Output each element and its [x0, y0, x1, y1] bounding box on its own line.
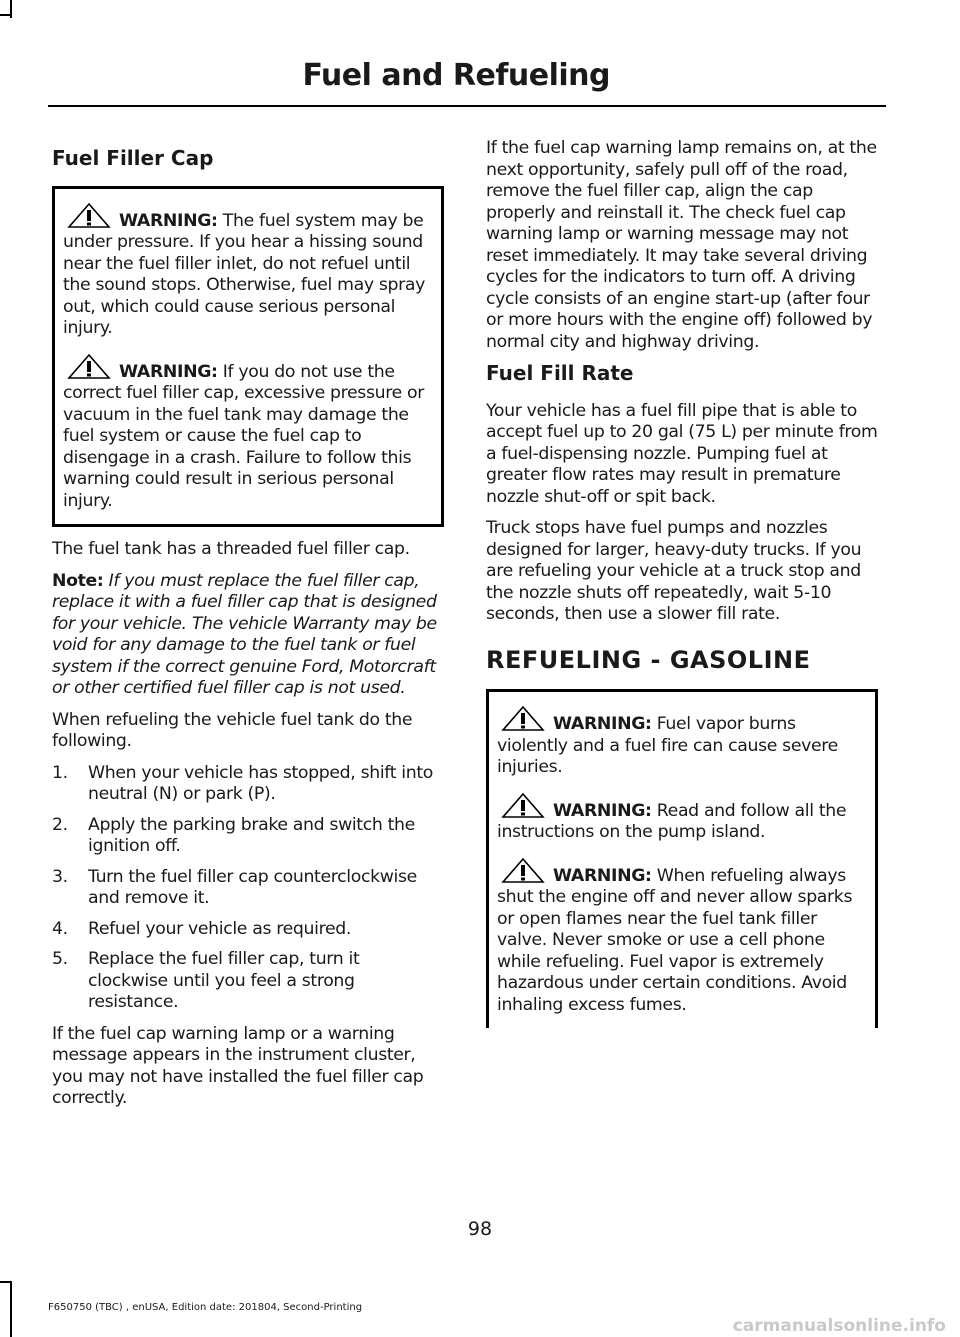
list-item: [52, 949, 444, 1014]
warning-label: WARNING:: [119, 210, 218, 231]
list-number: 2.: [52, 814, 68, 835]
list-text: When your vehicle has stopped, shift into neutral (N) or park (P).: [88, 762, 433, 804]
warning-item: [497, 793, 867, 844]
list-item: [52, 867, 444, 910]
paragraph: Your vehicle has a fuel fill pipe that is able to accept fuel up to 20 gal (75 L) per minute from a fuel-dispensing nozzle. Pumping fuel at greater flow rates may result in premature nozzle shut-off or spit back.: [486, 400, 878, 507]
warning-item: [497, 706, 867, 779]
warning-label: WARNING:: [553, 800, 652, 821]
warning-label: WARNING:: [119, 361, 218, 382]
list-text: Replace the fuel filler cap, turn it clockwise until you feel a strong resistance.: [88, 949, 360, 1012]
crop-mark: [10, 1283, 12, 1337]
list-item: [52, 815, 444, 858]
section-heading-fuel-fill-rate: Fuel Fill Rate: [486, 361, 634, 385]
warning-text: Fuel vapor burns violently and a fuel fire can cause severe injuries.: [497, 714, 838, 777]
warning-box: [486, 689, 878, 1028]
warning-item: [63, 203, 433, 340]
warning-text: Read and follow all the instructions on the pump island.: [497, 800, 847, 842]
note-text: If you must replace the fuel filler cap, replace it with a fuel filler cap that is designed for your vehicle. The vehicle Warranty may be void for any damage to the fuel tank or fuel system if the correct genuine Ford, Motorcraft or other certified fuel filler cap is not used.: [52, 570, 437, 698]
warning-triangle-icon: [497, 793, 549, 819]
paragraph: The fuel tank has a threaded fuel filler cap.: [52, 539, 410, 559]
footer-edition-info: F650750 (TBC) , enUSA, Edition date: 201804, Second-Printing: [48, 1302, 363, 1313]
warning-text: When refueling always shut the engine off and never allow sparks or open flames near the fuel tank filler valve. Never smoke or use a cell phone while refueling. Fuel vapor is extremely hazardous under certain conditions. Avoid inhaling excess fumes.: [497, 865, 853, 1015]
section-title-refueling-gasoline: REFUELING - GASOLINE: [486, 645, 811, 674]
section-heading-fuel-filler-cap: Fuel Filler Cap: [52, 146, 214, 170]
paragraph: When refueling the vehicle fuel tank do the following.: [52, 709, 413, 751]
list-number: 4.: [52, 918, 68, 939]
warning-triangle-icon: [63, 354, 115, 380]
list-number: 5.: [52, 949, 68, 969]
page-number: 98: [467, 1218, 493, 1240]
warning-triangle-icon: [497, 706, 549, 732]
crop-mark: [0, 14, 12, 16]
steps-list: [52, 763, 444, 1014]
list-text: Turn the fuel filler cap counterclockwise and remove it.: [88, 866, 417, 908]
paragraph: If the fuel cap warning lamp or a warning message appears in the instrument cluster, you may not have installed the fuel filler cap correctly.: [52, 1023, 424, 1108]
warning-item: [63, 354, 433, 513]
watermark: carmanualsonline.info: [732, 1316, 946, 1336]
note-label: Note:: [52, 570, 104, 591]
crop-mark: [0, 1281, 12, 1283]
warning-label: WARNING:: [553, 714, 652, 734]
warning-text: The fuel system may be under pressure. If you hear a hissing sound near the fuel filler inlet, do not refuel until the sound stops. Otherwise, fuel may spray out, which could cause serious personal injury.: [63, 210, 426, 338]
paragraph: Truck stops have fuel pumps and nozzles designed for larger, heavy-duty trucks. If you are refueling your vehicle at a truck stop and the nozzle shuts off repeatedly, wait 5-10 seconds, then use a slower fill rate.: [486, 518, 862, 624]
right-column: [486, 138, 878, 1040]
left-column: [52, 138, 444, 1120]
header-divider: [48, 105, 886, 107]
list-number: 1.: [52, 762, 68, 783]
note: [52, 571, 444, 700]
warning-text: If you do not use the correct fuel filler cap, excessive pressure or vacuum in the fuel tank may damage the fuel system or cause the fuel cap to disengage in a crash. Failure to follow this warning could result in serious personal injury.: [63, 361, 424, 511]
warning-item: [497, 858, 867, 1017]
warning-box: [52, 186, 444, 528]
paragraph: If the fuel cap warning lamp remains on, at the next opportunity, safely pull off of the road, remove the fuel filler cap, align the cap properly and reinstall it. The check fuel cap warning lamp or warning message may not reset immediately. It may take several driving cycles for the indicators to turn off. A driving cycle consists of an engine start-up (after four or more hours with the engine off) followed by normal city and highway driving.: [486, 138, 877, 352]
warning-triangle-icon: [63, 203, 115, 229]
list-number: 3.: [52, 866, 68, 887]
warning-label: WARNING:: [553, 865, 652, 886]
list-text: Apply the parking brake and switch the ignition off.: [88, 814, 415, 856]
warning-triangle-icon: [497, 858, 549, 884]
list-item: [52, 763, 444, 806]
page-title: Fuel and Refueling: [302, 58, 610, 93]
list-text: Refuel your vehicle as required.: [88, 918, 352, 939]
list-item: [52, 919, 444, 941]
